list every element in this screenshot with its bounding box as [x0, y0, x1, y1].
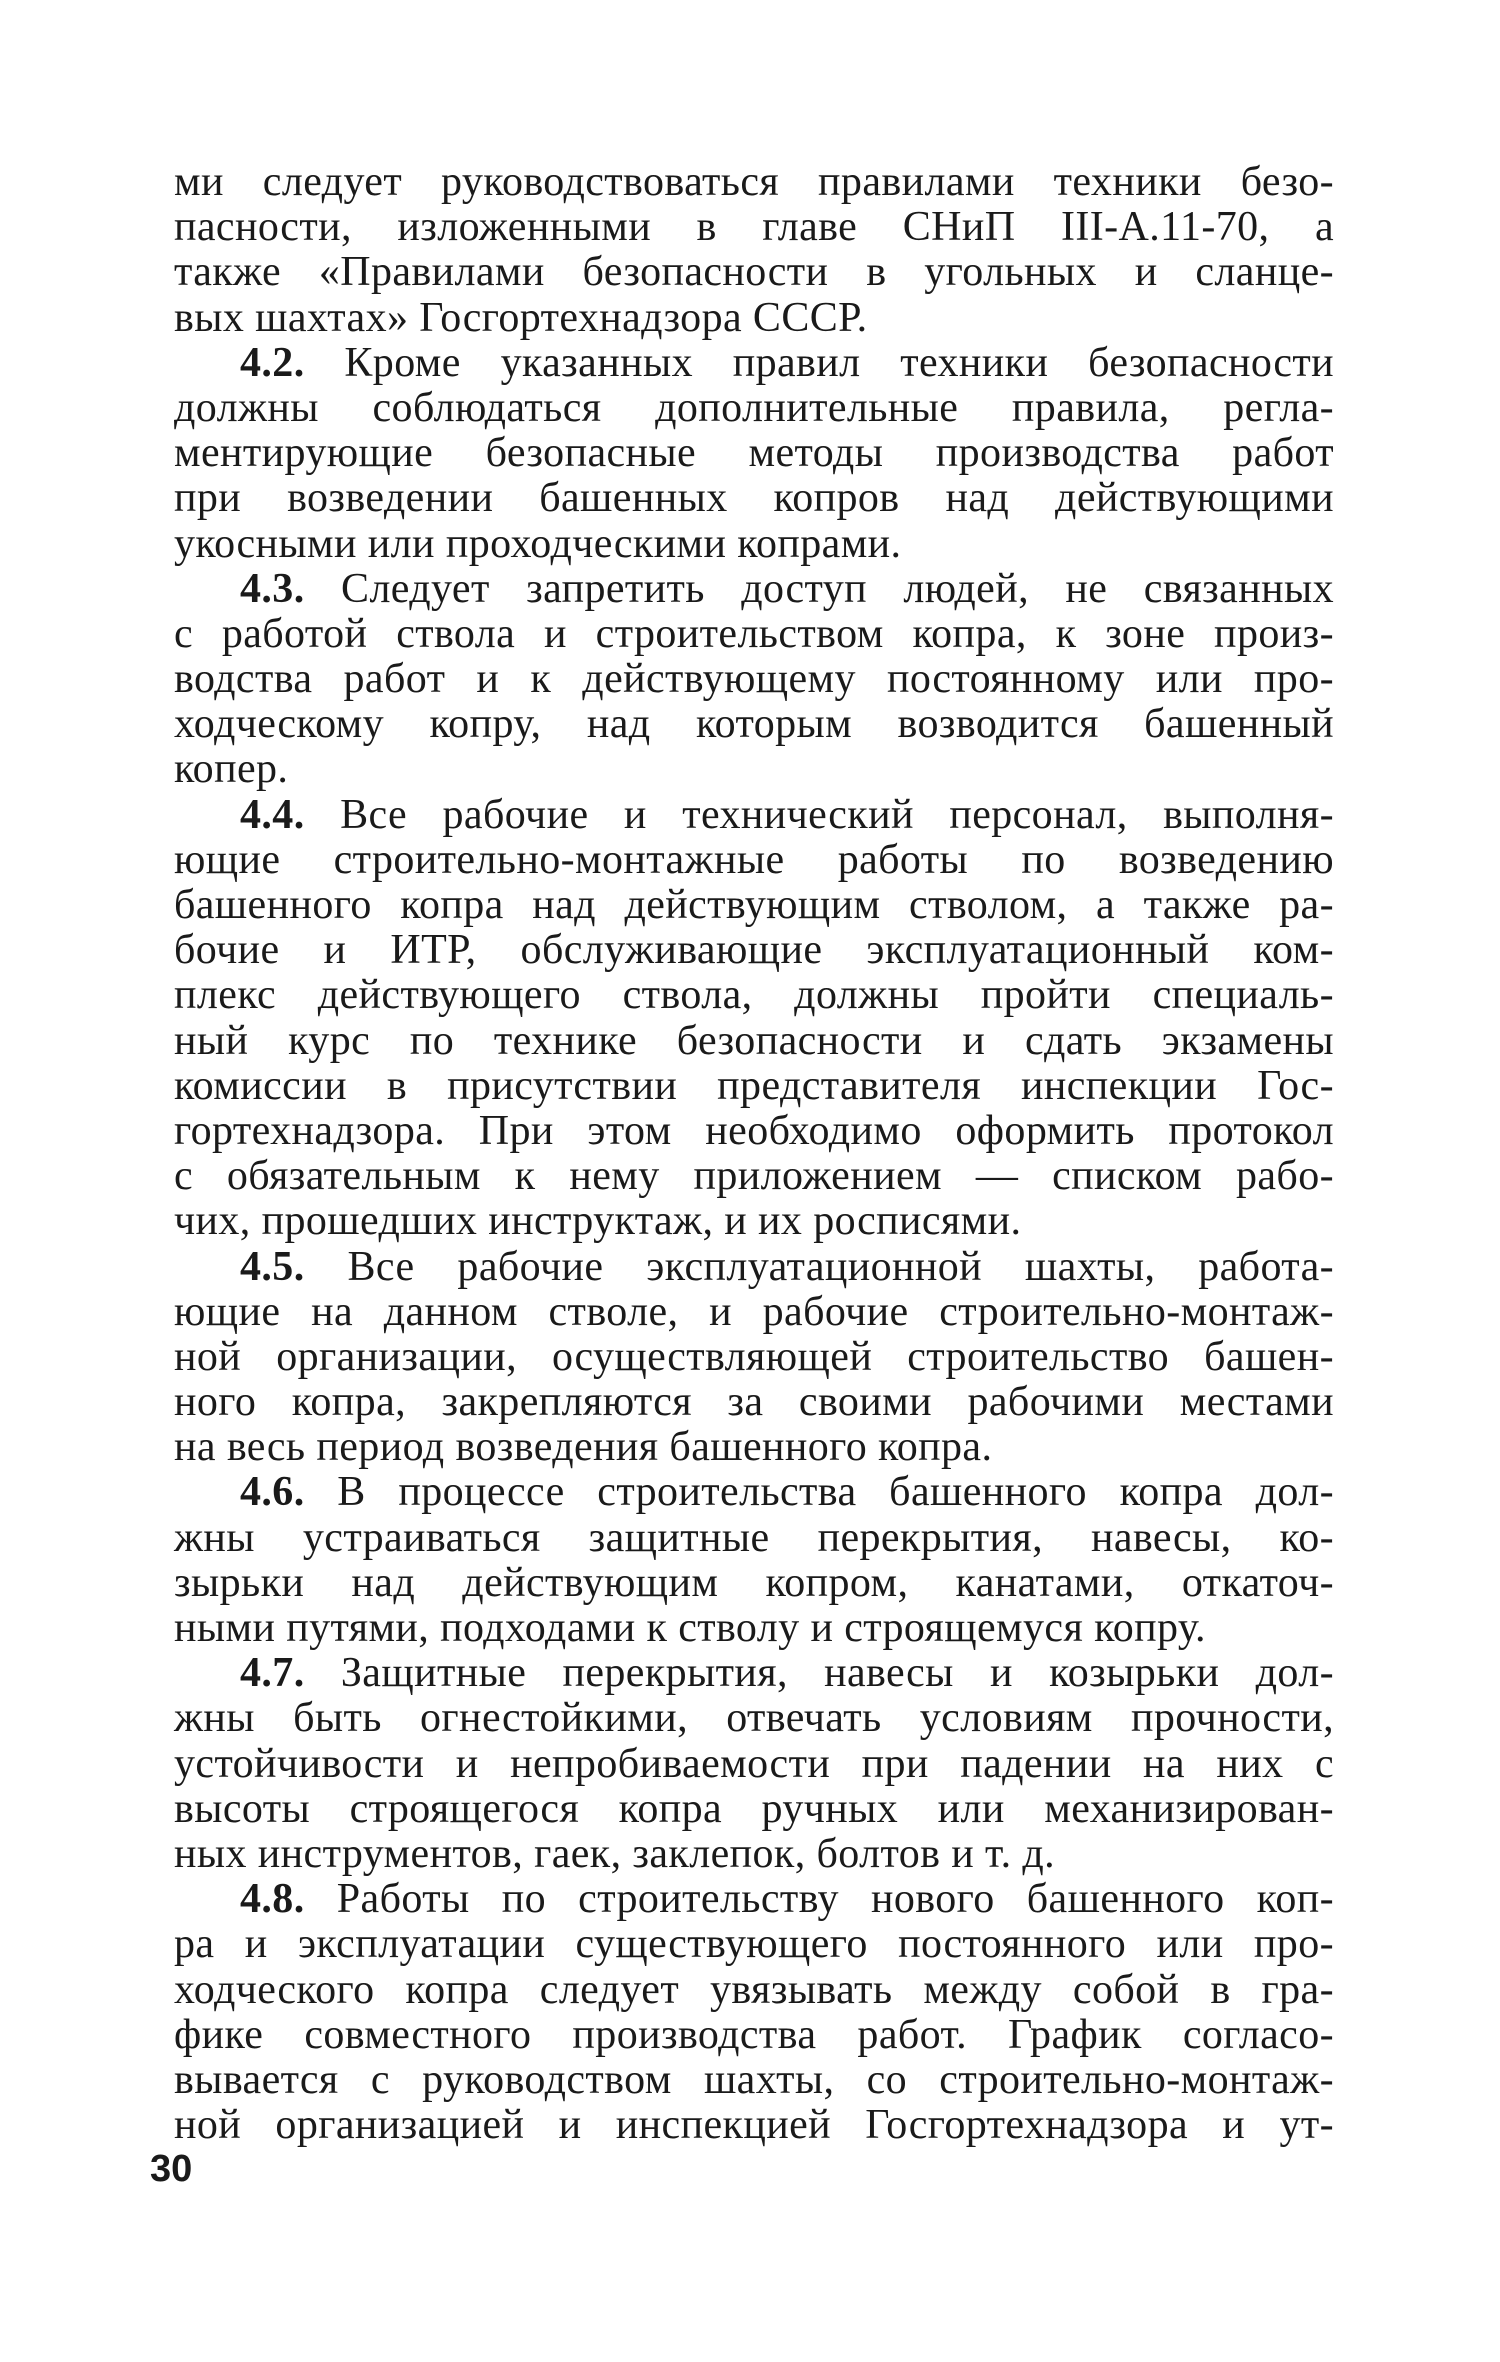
text-line: ра и эксплуатации существующего постоянного или про-	[174, 1921, 1334, 1968]
text-line: ходческого копра следует увязывать между собой в гра-	[174, 1966, 1334, 2013]
text-line: фике совместного производства работ. График согласо-	[174, 2011, 1334, 2058]
section-number: 4.3.	[240, 565, 305, 612]
line-text: Защитные перекрытия, навесы и козырьки дол-	[340, 1650, 1335, 1697]
section-number: 4.2.	[240, 339, 305, 386]
text-line	[174, 1651, 1334, 1696]
text-line: ющие на данном стволе, и рабочие строительно-монтаж-	[174, 1288, 1334, 1335]
text-line: ной организации, осуществляющей строительство башен-	[174, 1333, 1334, 1380]
section-number: 4.8.	[240, 1876, 305, 1923]
text-line: ных инструментов, гаек, заклепок, болтов и т. д.	[174, 1830, 1056, 1877]
text-line: ного копра, закрепляются за своими рабочими местами	[174, 1379, 1334, 1426]
text-line: должны соблюдаться дополнительные правила, регла-	[174, 384, 1334, 431]
text-line: зырьки над действующим копром, канатами, откаточ-	[174, 1559, 1334, 1606]
paragraph-4-4	[174, 793, 1334, 1245]
text-line: жны быть огнестойкими, отвечать условиям прочности,	[174, 1695, 1334, 1742]
text-line	[174, 1245, 1334, 1290]
section-number: 4.5.	[240, 1243, 305, 1290]
text-line: чих, прошедших инструктаж, и их росписями.	[174, 1198, 1022, 1245]
text-line: с обязательным к нему приложением — списком рабо-	[174, 1153, 1334, 1200]
text-line: ными путями, подходами к стволу и строящемуся копру.	[174, 1605, 1206, 1651]
text-line: копер.	[174, 746, 289, 793]
text-line: также «Правилами безопасности в угольных и сланце-	[174, 249, 1334, 296]
section-number: 4.6.	[240, 1469, 305, 1516]
text-line: высоты строящегося копра ручных или механизирован-	[174, 1785, 1334, 1832]
text-line: ющие строительно-монтажные работы по возведению	[174, 836, 1334, 883]
paragraph-4-3	[174, 567, 1334, 793]
line-text: В процессе строительства башенного копра дол-	[337, 1469, 1334, 1516]
text-line: водства работ и к действующему постоянному или про-	[174, 656, 1334, 703]
text-line: башенного копра над действующим стволом, а также ра-	[174, 882, 1334, 928]
text-line: ментирующие безопасные методы производства работ	[174, 430, 1334, 477]
line-text: Работы по строительству нового башенного коп-	[336, 1876, 1334, 1923]
text-line: при возведении башенных копров над действующими	[174, 475, 1334, 522]
paragraph-4-8	[174, 1877, 1334, 2148]
text-line: ной организацией и инспекцией Госгортехнадзора и ут-	[174, 2102, 1334, 2149]
text-line: бочие и ИТР, обслуживающие эксплуатационный ком-	[174, 927, 1334, 974]
text-line	[174, 1470, 1334, 1515]
text-line: гортехнадзора. При этом необходимо оформить протокол	[174, 1107, 1334, 1154]
line-text: Все рабочие эксплуатационной шахты, работа-	[347, 1243, 1334, 1290]
text-line: вывается с руководством шахты, со строительно-монтаж-	[174, 2056, 1334, 2103]
text-line	[174, 793, 1334, 838]
section-number: 4.4.	[240, 791, 305, 838]
text-line: пасности, изложенными в главе СНиП III-А.11-70, а	[174, 204, 1334, 251]
paragraph-4-2	[174, 341, 1334, 567]
section-number: 4.7.	[240, 1650, 305, 1697]
text-line: ный курс по технике безопасности и сдать экзамены	[174, 1017, 1334, 1064]
text-line: комиссии в присутствии представителя инспекции Гос-	[174, 1062, 1334, 1109]
paragraph-4-6	[174, 1470, 1334, 1651]
text-line: с работой ствола и строительством копра, к зоне произ-	[174, 610, 1334, 657]
page-body	[174, 160, 1334, 2148]
text-line: укосными или проходческими копрами.	[174, 520, 902, 567]
line-text: Следует запретить доступ людей, не связанных	[341, 565, 1334, 612]
paragraph	[174, 160, 1334, 341]
text-line	[174, 567, 1334, 612]
page-number: 30	[150, 2148, 193, 2190]
text-line: жны устраиваться защитные перекрытия, навесы, ко-	[174, 1514, 1334, 1561]
text-line: вых шахтах» Госгортехнадзора СССР.	[174, 294, 868, 341]
text-line	[174, 1877, 1334, 1922]
text-line: устойчивости и непробиваемости при падении на них с	[174, 1740, 1334, 1787]
line-text: Кроме указанных правил техники безопасности	[344, 339, 1334, 386]
text-line: ходческому копру, над которым возводится башенный	[174, 701, 1334, 748]
text-line: ми следует руководствоваться правилами техники безо-	[174, 159, 1334, 205]
paragraph-4-5	[174, 1245, 1334, 1471]
text-line	[174, 341, 1334, 386]
line-text: Все рабочие и технический персонал, выполня-	[340, 791, 1334, 838]
text-line: плекс действующего ствола, должны пройти специаль-	[174, 972, 1334, 1019]
paragraph-4-7	[174, 1651, 1334, 1877]
text-line: на весь период возведения башенного копра.	[174, 1424, 993, 1471]
